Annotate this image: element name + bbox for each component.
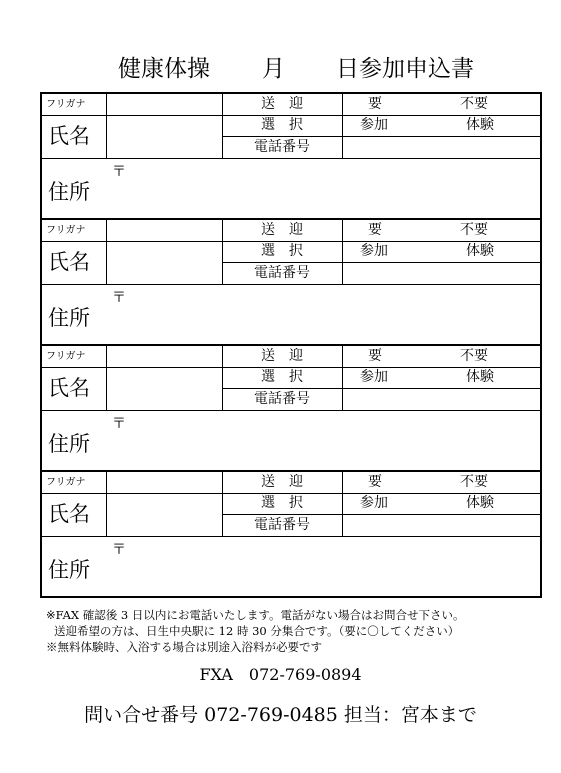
address-label: 住所 (48, 558, 90, 582)
furigana-field[interactable] (107, 94, 222, 115)
furigana-field[interactable] (107, 220, 222, 241)
title-part2: 日参加申込書 (336, 56, 474, 82)
notes (46, 607, 556, 655)
choice-label: 選 択 (261, 117, 303, 133)
choice-label: 選 択 (261, 243, 303, 259)
applicant-block (40, 344, 542, 472)
name-label: 氏名 (48, 124, 90, 148)
address-label: 住所 (48, 180, 90, 204)
postal-mark: 〒 (112, 416, 126, 432)
address-field[interactable] (128, 159, 540, 218)
phone-label: 電話番号 (254, 265, 310, 281)
transport-option-yes[interactable]: 要 (368, 96, 382, 112)
title-part1: 健康体操 (118, 56, 210, 82)
transport-option-no[interactable]: 不要 (460, 222, 488, 238)
choice-label: 選 択 (261, 369, 303, 385)
phone-field[interactable] (343, 515, 540, 536)
choice-option-participate[interactable]: 参加 (360, 369, 388, 385)
phone-label: 電話番号 (254, 139, 310, 155)
address-label: 住所 (48, 306, 90, 330)
phone-label: 電話番号 (254, 517, 310, 533)
transport-option-yes[interactable]: 要 (368, 222, 382, 238)
name-field[interactable] (107, 116, 222, 158)
name-label: 氏名 (48, 376, 90, 400)
applicant-block (40, 92, 542, 220)
name-field[interactable] (107, 368, 222, 410)
postal-mark: 〒 (112, 164, 126, 180)
applicant-block (40, 218, 542, 346)
transport-label: 送 迎 (261, 96, 303, 112)
applicant-block (40, 470, 542, 598)
address-field[interactable] (128, 411, 540, 470)
postal-mark: 〒 (112, 290, 126, 306)
choice-label: 選 択 (261, 495, 303, 511)
fax-number: FXA 072-769-0894 (199, 665, 362, 684)
transport-label: 送 迎 (261, 348, 303, 364)
furigana-label: フリガナ (46, 225, 86, 236)
transport-option-yes[interactable]: 要 (368, 348, 382, 364)
furigana-field[interactable] (107, 346, 222, 367)
choice-option-trial[interactable]: 体験 (466, 243, 494, 259)
choice-option-trial[interactable]: 体験 (466, 117, 494, 133)
form-title (0, 52, 561, 86)
transport-option-no[interactable]: 不要 (460, 474, 488, 490)
note-line: ※FAX 確認後 3 日以内にお電話いたします。電話がない場合はお問合せ下さい。 (46, 608, 465, 622)
choice-option-participate[interactable]: 参加 (360, 243, 388, 259)
choice-option-participate[interactable]: 参加 (360, 495, 388, 511)
transport-label: 送 迎 (261, 474, 303, 490)
name-field[interactable] (107, 494, 222, 536)
choice-option-participate[interactable]: 参加 (360, 117, 388, 133)
choice-option-trial[interactable]: 体験 (466, 369, 494, 385)
phone-field[interactable] (343, 137, 540, 158)
transport-option-no[interactable]: 不要 (460, 348, 488, 364)
name-field[interactable] (107, 242, 222, 284)
transport-option-no[interactable]: 不要 (460, 96, 488, 112)
furigana-label: フリガナ (46, 99, 86, 110)
note-line: 送迎希望の方は、日生中央駅に 12 時 30 分集合です。（要に〇してください） (54, 624, 460, 638)
phone-label: 電話番号 (254, 391, 310, 407)
address-label: 住所 (48, 432, 90, 456)
phone-field[interactable] (343, 263, 540, 284)
application-form (40, 92, 542, 598)
name-label: 氏名 (48, 250, 90, 274)
phone-field[interactable] (343, 389, 540, 410)
furigana-field[interactable] (107, 472, 222, 493)
transport-option-yes[interactable]: 要 (368, 474, 382, 490)
note-line: ※無料体験時、入浴する場合は別途入浴料が必要です (46, 640, 322, 654)
address-field[interactable] (128, 285, 540, 344)
furigana-label: フリガナ (46, 477, 86, 488)
choice-option-trial[interactable]: 体験 (466, 495, 494, 511)
name-label: 氏名 (48, 502, 90, 526)
postal-mark: 〒 (112, 542, 126, 558)
contact-info: 問い合せ番号 072-769-0485 担当：宮本まで (84, 704, 477, 726)
furigana-label: フリガナ (46, 351, 86, 362)
transport-label: 送 迎 (261, 222, 303, 238)
address-field[interactable] (128, 537, 540, 596)
title-month: 月 (262, 56, 285, 82)
